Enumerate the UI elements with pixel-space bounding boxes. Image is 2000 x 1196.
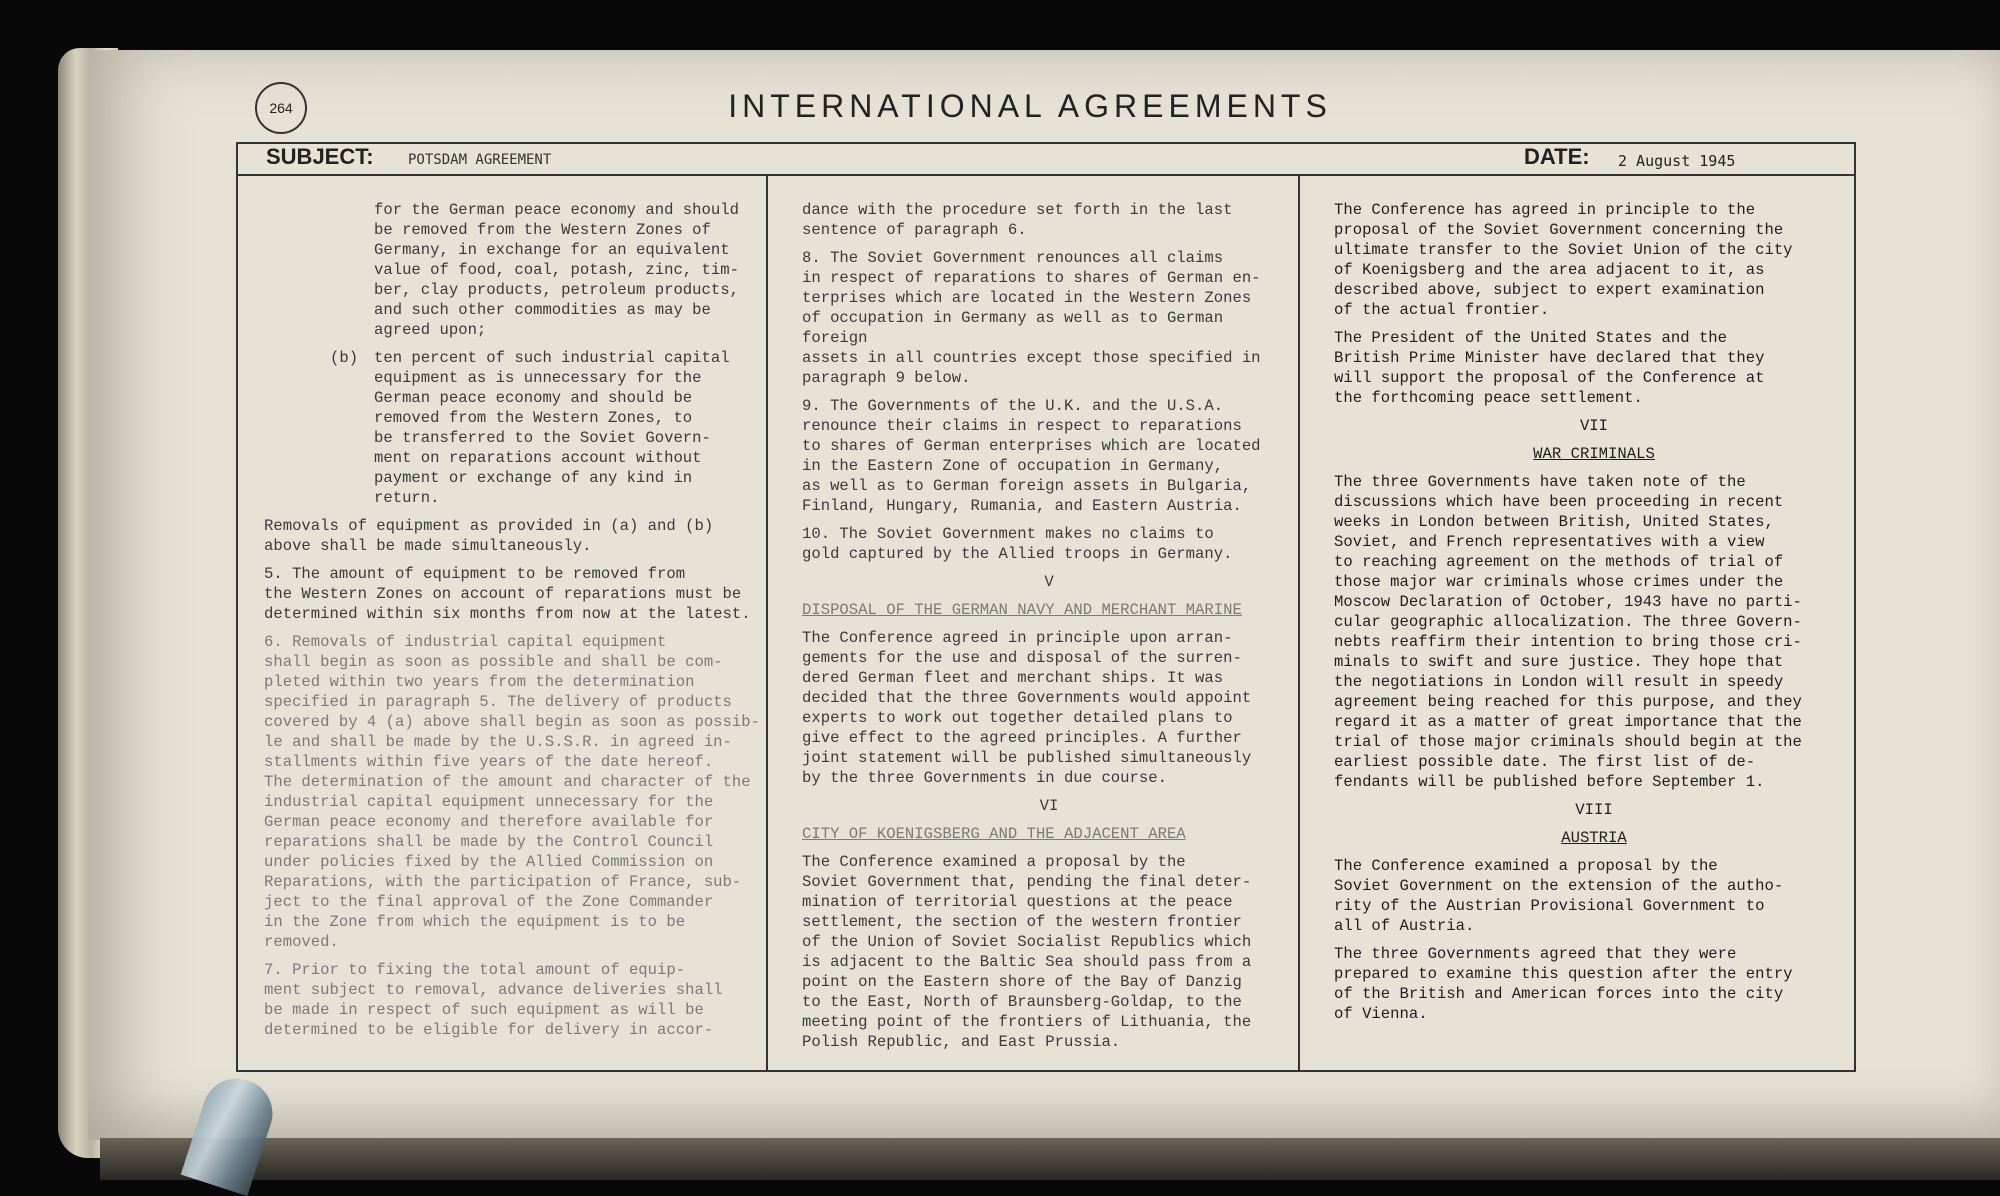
section-number: VII [1579,417,1609,435]
subject-value: POTSDAM AGREEMENT [408,152,552,168]
paragraph: The Conference has agreed in principle to the proposal of the Soviet Government concerning the ultimate transfer to the Soviet Union of the city of Koenigsberg and the area adjacent to it, as described above, subject to expert examination of the actual frontier. [1334,201,1793,319]
list-item-b [264,348,764,508]
paragraph: The Conference examined a proposal by the Soviet Government on the extension of the autho- rity of the Austrian Provisional Government to all of Austria. [1334,857,1784,935]
section-heading: AUSTRIA [1561,829,1627,847]
paragraph: The Conference agreed in principle upon arran- gements for the use and disposal of the surren- dered German fleet and merchant ships. It was decided that the three Governments would appoint experts to work out together detailed plans to give effect to the agreed principles. A further joint statement will be published simultaneously by the three Governments in due course. [802,629,1252,787]
page-title: INTERNATIONAL AGREEMENTS [728,88,1332,124]
paragraph: dance with the procedure set forth in the last sentence of paragraph 6. [802,201,1233,239]
subject-label: SUBJECT: [266,144,374,169]
paragraph: for the German peace economy and should be removed from the Western Zones of Germany, in exchange for an equivalent value of food, coal, potash, zinc, tim- ber, clay products, petroleum products, and such other commodities as may be agreed upon; [374,201,739,339]
paragraph: The three Governments agreed that they were prepared to examine this question after the entry of the British and American forces into the city of Vienna. [1334,945,1793,1023]
date-value: 2 August 1945 [1618,152,1736,170]
agreement-frame [236,142,1856,1072]
paragraph: Removals of equipment as provided in (a) and (b) above shall be made simultaneously. [264,517,714,555]
paragraph: The three Governments have taken note of the discussions which have been proceeding in recent weeks in London between British, United States, Soviet, and French representatives with a view to reaching agreement on the methods of trial of those major war criminals whose crimes under the Moscow Declaration of October, 1943 have no parti- cular geographic allocalization. The three Govern- nebts reaffirm their intention to bring those cri- minals to swift and sure justice. They hope that the negotiations in London will result in speedy agreement being reached for this purpose, and they regard it as a matter of great importance that the trial of those major criminals should begin at the earliest possible date. The first list of de- fendants will be published before September 1. [1334,473,1802,791]
paragraph: The President of the United States and the British Prime Minister have declared that they will support the proposal of the Conference at the forthcoming peace settlement. [1334,329,1765,407]
paragraph: 10. The Soviet Government makes no claims to gold captured by the Allied troops in Germany. [802,525,1233,563]
text-column-1 [264,200,764,1048]
date-label: DATE: [1524,144,1590,169]
section-heading: WAR CRIMINALS [1533,445,1655,463]
paragraph: 8. The Soviet Government renounces all claims in respect of reparations to shares of German en- terprises which are located in the Western Zones of occupation in Germany as well as to German foreign assets in all countries except those specified in paragraph 9 below. [802,249,1261,387]
list-marker: (b) [330,349,359,367]
paragraph: The Conference examined a proposal by the Soviet Government that, pending the final deter- mination of territorial questions at the peace settlement, the section of the western frontier of the Union of Soviet Socialist Republics which is adjacent to the Baltic Sea should pass from a point on the Eastern shore of the Bay of Danzig to the East, North of Braunsberg-Goldap, to the meeting point of the frontiers of Lithuania, the Polish Republic, and East Prussia. [802,853,1252,1051]
section-number: VIII [1575,801,1613,819]
column-divider-2 [1298,176,1300,1072]
paragraph: 9. The Governments of the U.K. and the U.S.A. renounce their claims in respect to reparations to shares of German enterprises which are located in the Eastern Zone of occupation in Germany, as well as to German foreign assets in Bulgaria, Finland, Hungary, Rumania, and Eastern Austria. [802,397,1261,515]
section-heading: DISPOSAL OF THE GERMAN NAVY AND MERCHANT MARINE [802,601,1242,619]
text-column-3 [1334,200,1854,1032]
paragraph: 6. Removals of industrial capital equipment shall begin as soon as possible and shall be com- pleted within two years from the determination specified in paragraph 5. The delivery of products covered by 4 (a) above shall begin as soon as possib- le and shall be made by the U.S.S.R. in agreed in- stallments within five years of the date hereof. The determination of the amount and character of the industrial capital equipment unnecessary for the German peace economy and therefore available for reparations shall be made by the Control Council under policies fixed by the Allied Commission on Reparations, with the participation of France, sub- ject to the final approval of the Zone Commander in the Zone from which the equipment is to be removed. [264,633,760,951]
column-divider-1 [766,176,768,1072]
page-number: 264 [255,82,307,134]
subject-row [238,144,1854,176]
paragraph: 7. Prior to fixing the total amount of equip- ment subject to removal, advance deliveries shall be made in respect of such equipment as will be determined to be eligible for delivery in accor- [264,961,723,1039]
text-column-2 [802,200,1296,1060]
book-bottom-shadow [100,1138,2000,1180]
section-heading: CITY OF KOENIGSBERG AND THE ADJACENT AREA [802,825,1186,843]
section-number: VI [1039,797,1059,815]
paragraph: ten percent of such industrial capital equipment as is unnecessary for the German peace economy and should be removed from the Western Zones, to be transferred to the Soviet Govern- ment on reparations account without payment or exchange of any kind in return. [374,349,730,507]
paragraph: 5. The amount of equipment to be removed from the Western Zones on account of reparations must be determined within six months from now at the latest. [264,565,751,623]
section-number: V [1044,573,1054,591]
